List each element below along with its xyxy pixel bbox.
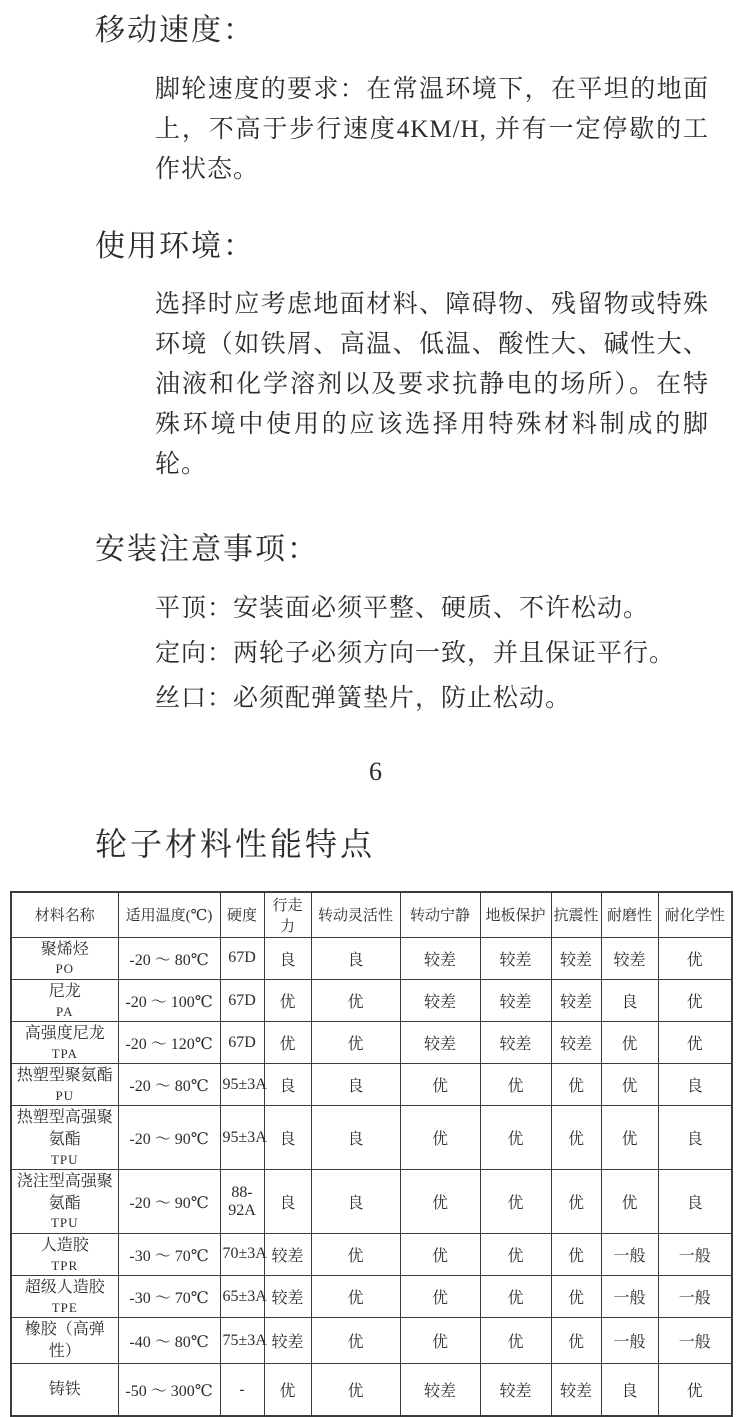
rating-cell: 优 [551, 1233, 601, 1275]
column-header: 转动灵活性 [311, 892, 400, 938]
column-header: 转动宁静 [400, 892, 480, 938]
rating-cell: 优 [480, 1276, 551, 1318]
install-note-flat-top: 平顶：安装面必须平整、硬质、不许松动。 [155, 594, 650, 622]
rating-cell: 较差 [400, 937, 480, 979]
rating-cell: 优 [551, 1170, 601, 1234]
table-row [11, 1064, 732, 1106]
hardness-cell: 67D [220, 980, 264, 1022]
table-title: 轮子材料性能特点 [95, 825, 376, 862]
hardness-cell: 75±3A [220, 1318, 264, 1364]
rating-cell: 一般 [658, 1276, 732, 1318]
section-paragraph: 脚轮速度的要求：在常温环境下，在平坦的地面上，不高于步行速度4KM/H, 并有一定停歇的工作状态。 [155, 75, 709, 183]
table-row [11, 1276, 732, 1318]
material-name: 超级人造胶 [24, 1279, 105, 1297]
rating-cell: 优 [400, 1276, 480, 1318]
rating-cell: 优 [480, 1170, 551, 1234]
rating-cell: 优 [480, 1318, 551, 1364]
temperature-range-cell: -30 ～ 70℃ [118, 1233, 220, 1275]
temperature-range-cell: -20 ～ 80℃ [118, 1064, 220, 1106]
rating-cell: 优 [311, 980, 400, 1022]
table-header [11, 892, 732, 938]
section-heading-usage-environment: 使用环境： [95, 229, 255, 263]
rating-cell: 较差 [480, 1364, 551, 1416]
rating-cell: 一般 [601, 1276, 658, 1318]
column-header: 抗震性 [551, 892, 601, 938]
rating-cell: 较差 [480, 1022, 551, 1064]
hardness-cell: 70±3A [220, 1233, 264, 1275]
rating-cell: 优 [264, 1364, 311, 1416]
material-name-cell [11, 937, 118, 979]
column-header: 耐磨性 [601, 892, 658, 938]
rating-cell: 良 [658, 1170, 732, 1234]
rating-cell: 较差 [400, 980, 480, 1022]
rating-cell: 较差 [551, 980, 601, 1022]
column-header: 耐化学性 [658, 892, 732, 938]
temperature-range-cell: -20 ～ 90℃ [118, 1106, 220, 1170]
hardness-cell: - [220, 1364, 264, 1416]
temperature-range-cell: -50 ～ 300℃ [118, 1364, 220, 1416]
rating-cell: 较差 [400, 1364, 480, 1416]
rating-cell: 较差 [264, 1318, 311, 1364]
temperature-range-cell: -30 ～ 70℃ [118, 1276, 220, 1318]
material-name: 热塑型聚氨酯 [16, 1067, 113, 1085]
rating-cell: 优 [400, 1106, 480, 1170]
temperature-range-cell: -20 ～ 80℃ [118, 937, 220, 979]
rating-cell: 优 [658, 937, 732, 979]
section-heading-moving-speed: 移动速度： [95, 14, 255, 47]
rating-cell: 优 [480, 1064, 551, 1106]
rating-cell: 优 [400, 1318, 480, 1364]
column-header: 适用温度(℃) [118, 892, 220, 938]
rating-cell: 较差 [480, 980, 551, 1022]
table-row [11, 1170, 732, 1234]
temperature-range-cell: -20 ～ 100℃ [118, 980, 220, 1022]
material-name-cell [11, 1364, 118, 1416]
hardness-cell: 88-92A [220, 1170, 264, 1234]
material-name-cell [11, 1170, 118, 1234]
material-code: PU [55, 1087, 75, 1103]
table-row [11, 1364, 732, 1416]
rating-cell: 优 [264, 1022, 311, 1064]
rating-cell: 良 [658, 1064, 732, 1106]
rating-cell: 优 [551, 1064, 601, 1106]
material-name: 聚烯烃 [40, 940, 89, 958]
rating-cell: 优 [480, 1233, 551, 1275]
material-code: PO [55, 961, 75, 977]
rating-cell: 优 [601, 1106, 658, 1170]
rating-cell: 优 [400, 1064, 480, 1106]
material-name-cell [11, 1318, 118, 1364]
hardness-cell: 95±3A [220, 1106, 264, 1170]
rating-cell: 优 [551, 1276, 601, 1318]
rating-cell: 优 [400, 1233, 480, 1275]
material-name: 橡胶（高弹性） [24, 1321, 105, 1360]
material-name-cell [11, 1106, 118, 1170]
material-name: 浇注型高强聚氨酯 [16, 1173, 113, 1212]
rating-cell: 优 [601, 1022, 658, 1064]
material-name: 铸铁 [48, 1380, 81, 1398]
rating-cell: 优 [311, 1233, 400, 1275]
column-header: 地板保护 [480, 892, 551, 938]
material-code: PA [56, 1003, 74, 1019]
temperature-range-cell: -20 ～ 120℃ [118, 1022, 220, 1064]
material-name: 高强度尼龙 [24, 1025, 105, 1043]
rating-cell: 一般 [658, 1233, 732, 1275]
rating-cell: 较差 [551, 937, 601, 979]
rating-cell: 优 [551, 1318, 601, 1364]
rating-cell: 较差 [264, 1233, 311, 1275]
rating-cell: 优 [658, 980, 732, 1022]
table-row [11, 1318, 732, 1364]
hardness-cell: 67D [220, 937, 264, 979]
rating-cell: 优 [551, 1106, 601, 1170]
temperature-range-cell: -40 ～ 80℃ [118, 1318, 220, 1364]
table-row [11, 1106, 732, 1170]
section-usage-environment [0, 228, 751, 486]
material-code: TPE [51, 1299, 78, 1315]
rating-cell: 良 [311, 937, 400, 979]
page-number: 6 [369, 756, 382, 786]
section-paragraph: 选择时应考虑地面材料、障碍物、残留物或特殊环境（如铁屑、高温、低温、酸性大、碱性大、油液和化学溶剂以及要求抗静电的场所）。在特殊环境中使用的应该选择用特殊材料制成的脚轮。 [155, 291, 709, 478]
rating-cell: 优 [658, 1364, 732, 1416]
material-name: 热塑型高强聚氨酯 [16, 1109, 113, 1149]
material-code: TPU [50, 1151, 79, 1167]
rating-cell: 良 [601, 1364, 658, 1416]
hardness-cell: 65±3A [220, 1276, 264, 1318]
rating-cell: 较差 [400, 1022, 480, 1064]
rating-cell: 良 [601, 980, 658, 1022]
hardness-cell: 67D [220, 1022, 264, 1064]
table-row [11, 1022, 732, 1064]
rating-cell: 良 [658, 1106, 732, 1170]
hardness-cell: 95±3A [220, 1064, 264, 1106]
materials-table [10, 891, 733, 1417]
temperature-range-cell: -20 ～ 90℃ [118, 1170, 220, 1234]
table-row [11, 980, 732, 1022]
rating-cell: 较差 [264, 1276, 311, 1318]
rating-cell: 优 [658, 1022, 732, 1064]
table-header-row [11, 892, 732, 938]
rating-cell: 优 [311, 1364, 400, 1416]
rating-cell: 较差 [601, 937, 658, 979]
rating-cell: 良 [311, 1064, 400, 1106]
rating-cell: 优 [311, 1276, 400, 1318]
table-body [11, 937, 732, 1416]
rating-cell: 良 [311, 1106, 400, 1170]
material-name: 尼龙 [48, 983, 81, 1001]
table-row [11, 937, 732, 979]
rating-cell: 优 [400, 1170, 480, 1234]
rating-cell: 优 [480, 1106, 551, 1170]
column-header: 硬度 [220, 892, 264, 938]
rating-cell: 良 [264, 1106, 311, 1170]
column-header: 材料名称 [11, 892, 118, 938]
section-installation-notes [0, 531, 751, 719]
column-header: 行走力 [264, 892, 311, 938]
rating-cell: 优 [264, 980, 311, 1022]
rating-cell: 优 [601, 1170, 658, 1234]
material-name-cell [11, 1233, 118, 1275]
material-code: TPU [50, 1215, 79, 1231]
rating-cell: 良 [264, 1064, 311, 1106]
table-row [11, 1233, 732, 1275]
rating-cell: 良 [311, 1170, 400, 1234]
rating-cell: 一般 [601, 1233, 658, 1275]
material-name-cell [11, 1276, 118, 1318]
rating-cell: 良 [264, 1170, 311, 1234]
material-name-cell [11, 1022, 118, 1064]
material-name-cell [11, 980, 118, 1022]
rating-cell: 一般 [601, 1318, 658, 1364]
rating-cell: 较差 [480, 937, 551, 979]
rating-cell: 一般 [658, 1318, 732, 1364]
section-heading-installation-notes: 安装注意事项： [95, 533, 319, 566]
rating-cell: 良 [264, 937, 311, 979]
rating-cell: 优 [601, 1064, 658, 1106]
install-note-fixed-direction: 定向：两轮子必须方向一致，并且保证平行。 [155, 639, 676, 667]
section-moving-speed [0, 12, 751, 190]
material-code: TPA [51, 1045, 78, 1061]
rating-cell: 优 [311, 1022, 400, 1064]
rating-cell: 优 [311, 1318, 400, 1364]
material-name: 人造胶 [40, 1236, 89, 1254]
rating-cell: 较差 [551, 1022, 601, 1064]
material-code: TPR [51, 1257, 79, 1273]
material-name-cell [11, 1064, 118, 1106]
rating-cell: 较差 [551, 1364, 601, 1416]
install-note-threaded: 丝口：必须配弹簧垫片，防止松动。 [155, 684, 572, 712]
